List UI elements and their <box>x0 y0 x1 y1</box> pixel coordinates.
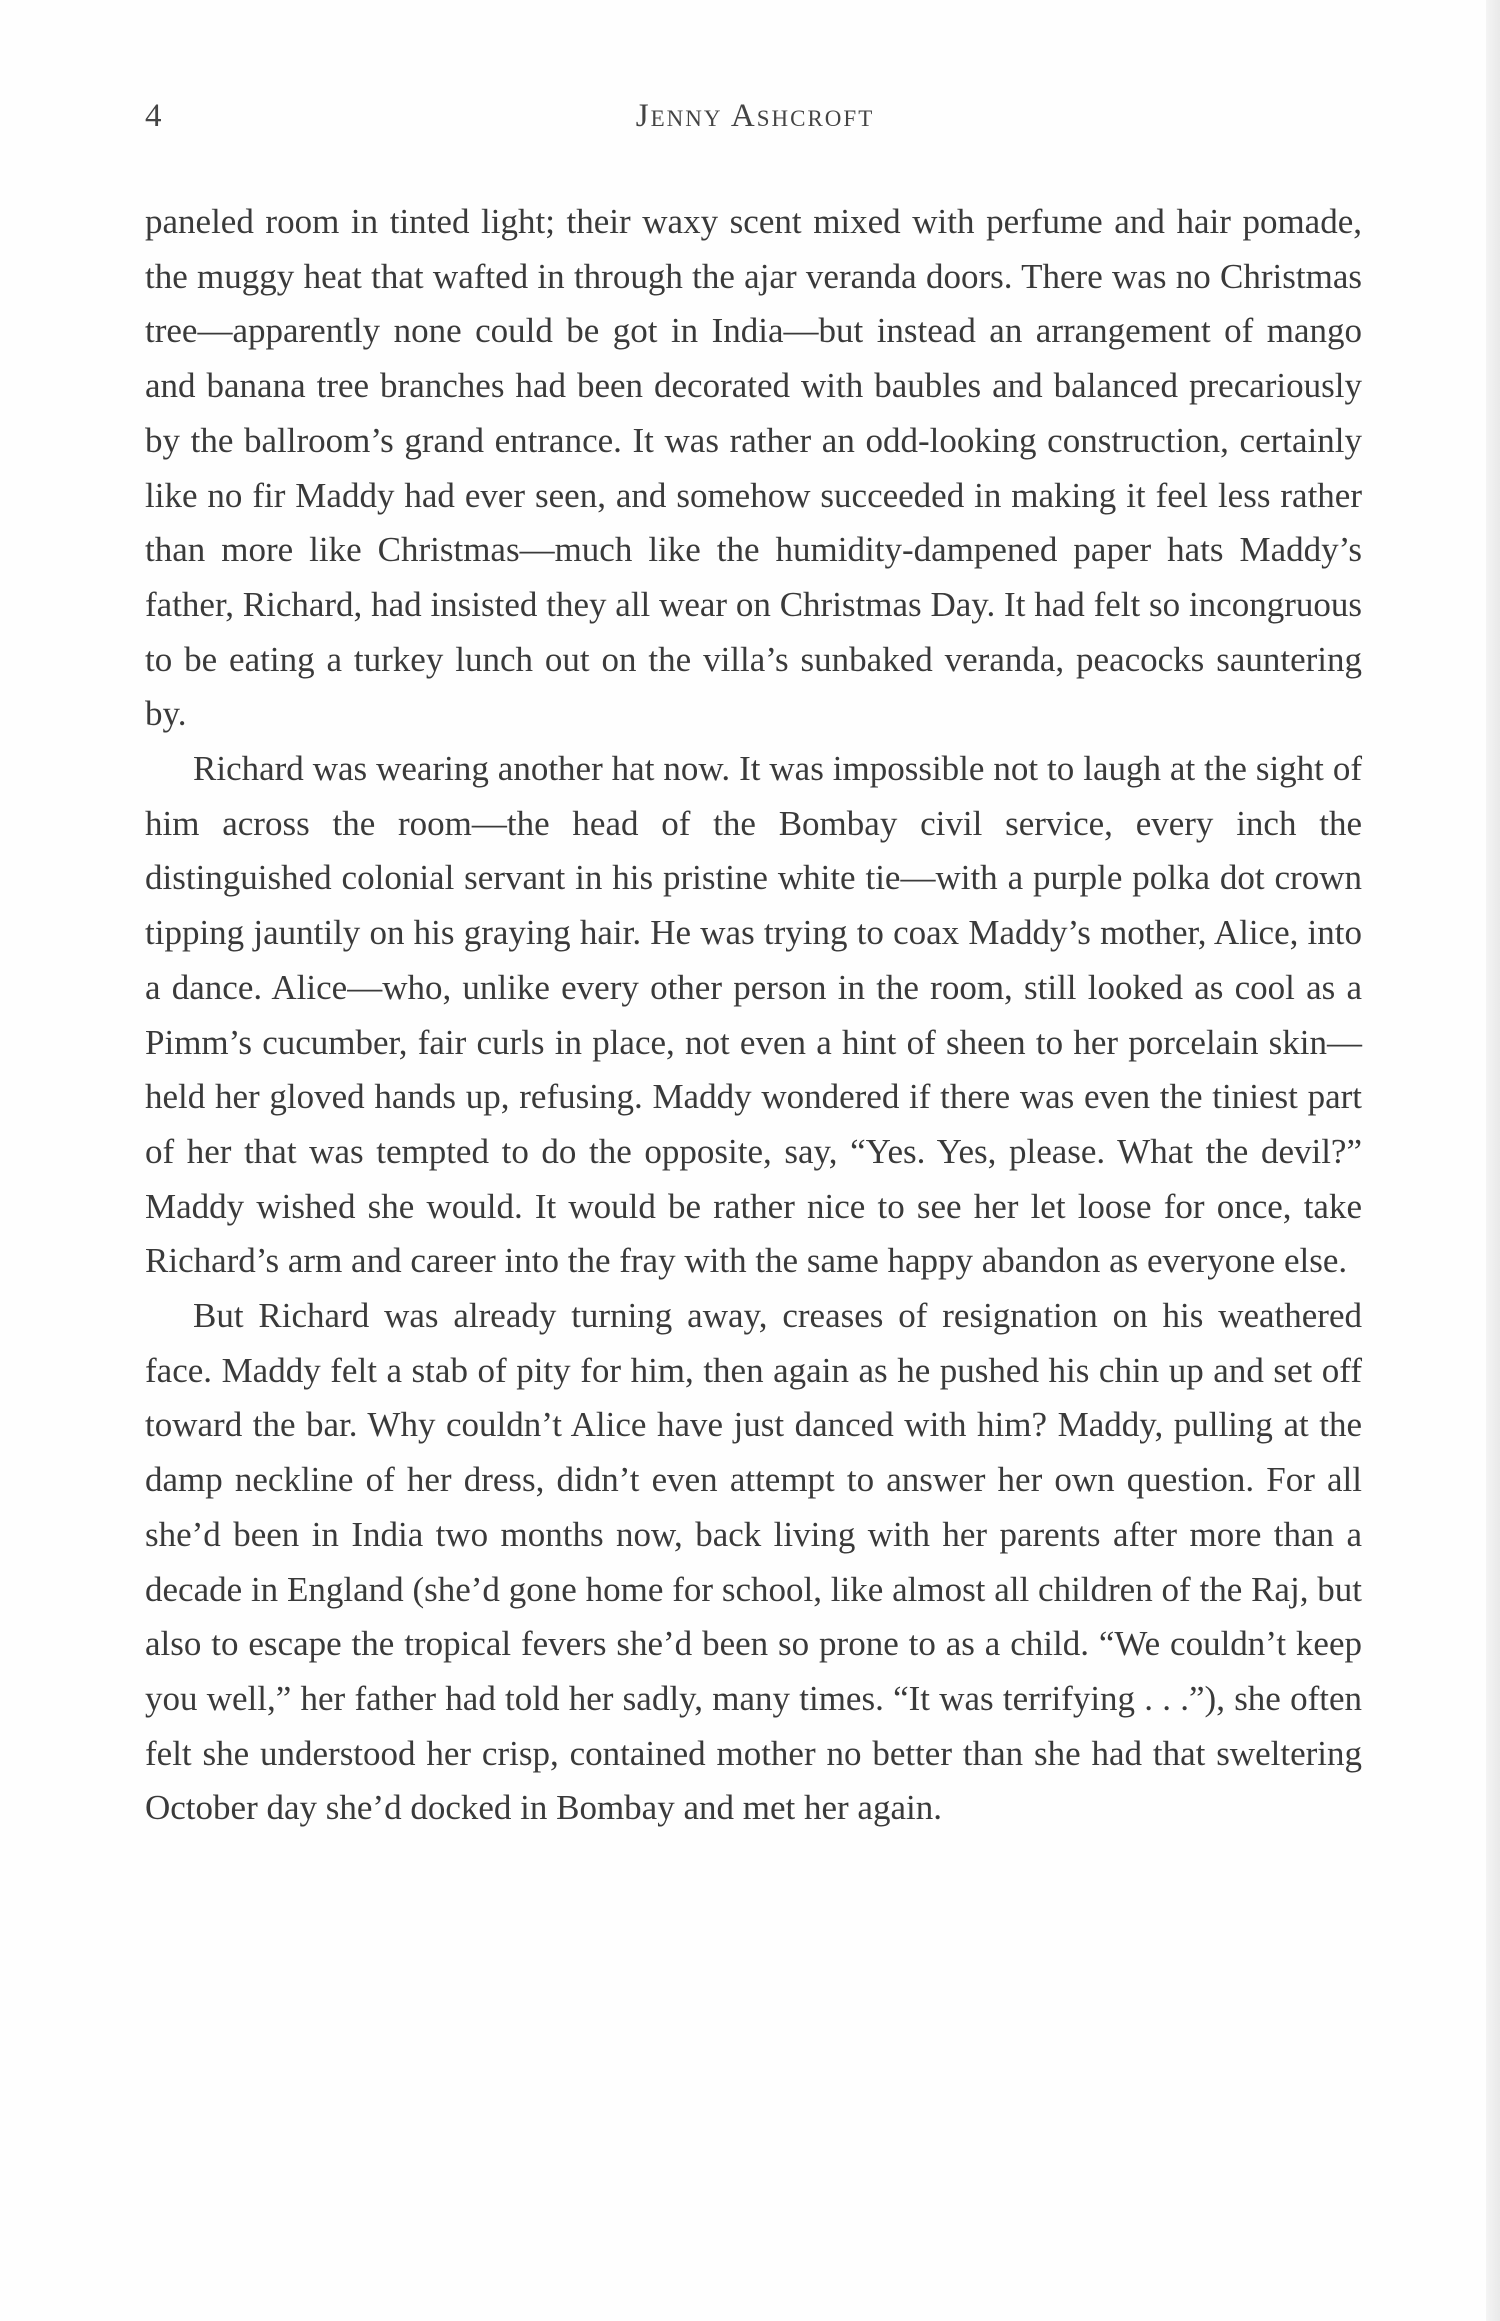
page-edge-shadow <box>1486 0 1500 2321</box>
paragraph-2: Richard was wearing another hat now. It was impossible not to laugh at the sight of him across the room—the head of the Bombay civil service, every inch the distinguished colonial servant in his pristine white tie—with a purple polka dot crown tipping jauntily on his graying hair. He was trying to coax Maddy’s mother, Alice, into a dance. Alice—who, unlike every other person in the room, still looked as cool as a Pimm’s cucumber, fair curls in place, not even a hint of sheen to her porcelain skin—held her gloved hands up, refusing. Maddy wondered if there was even the tiniest part of her that was tempted to do the opposite, say, “Yes. Yes, please. What the devil?” Maddy wished she would. It would be rather nice to see her let loose for once, take Richard’s arm and career into the fray with the same happy abandon as everyone else. <box>145 749 1362 1281</box>
running-head <box>145 98 1365 148</box>
body-text <box>145 195 1362 1836</box>
paragraph-3: But Richard was already turning away, creases of resignation on his weathered face. Maddy felt a stab of pity for him, then again as he pushed his chin up and set off toward the bar. Why couldn’t Alice have just danced with him? Maddy, pulling at the damp neckline of her dress, didn’t even attempt to answer her own question. For all she’d been in India two months now, back living with her parents after more than a decade in England (she’d gone home for school, like almost all children of the Raj, but also to escape the tropical fevers she’d been so prone to as a child. “We couldn’t keep you well,” her father had told her sadly, many times. “It was terrifying . . .”), she often felt she understood her crisp, contained mother no better than she had that sweltering October day she’d docked in Bombay and met her again. <box>145 1296 1362 1828</box>
running-head-author: Jenny Ashcroft <box>635 98 875 134</box>
paragraph-1: paneled room in tinted light; their waxy scent mixed with perfume and hair pomade, the muggy heat that wafted in through the ajar veranda doors. There was no Christmas tree—apparently none could be got in India—but instead an arrangement of mango and banana tree branches had been decorated with baubles and balanced precariously by the ballroom’s grand entrance. It was rather an odd-looking construction, certainly like no fir Maddy had ever seen, and somehow succeeded in making it feel less rather than more like Christmas—much like the humidity-dampened paper hats Maddy’s father, Richard, had insisted they all wear on Christmas Day. It had felt so incongruous to be eating a turkey lunch out on the villa’s sunbaked veranda, peacocks sauntering by. <box>145 202 1362 734</box>
page-number: 4 <box>145 98 163 134</box>
